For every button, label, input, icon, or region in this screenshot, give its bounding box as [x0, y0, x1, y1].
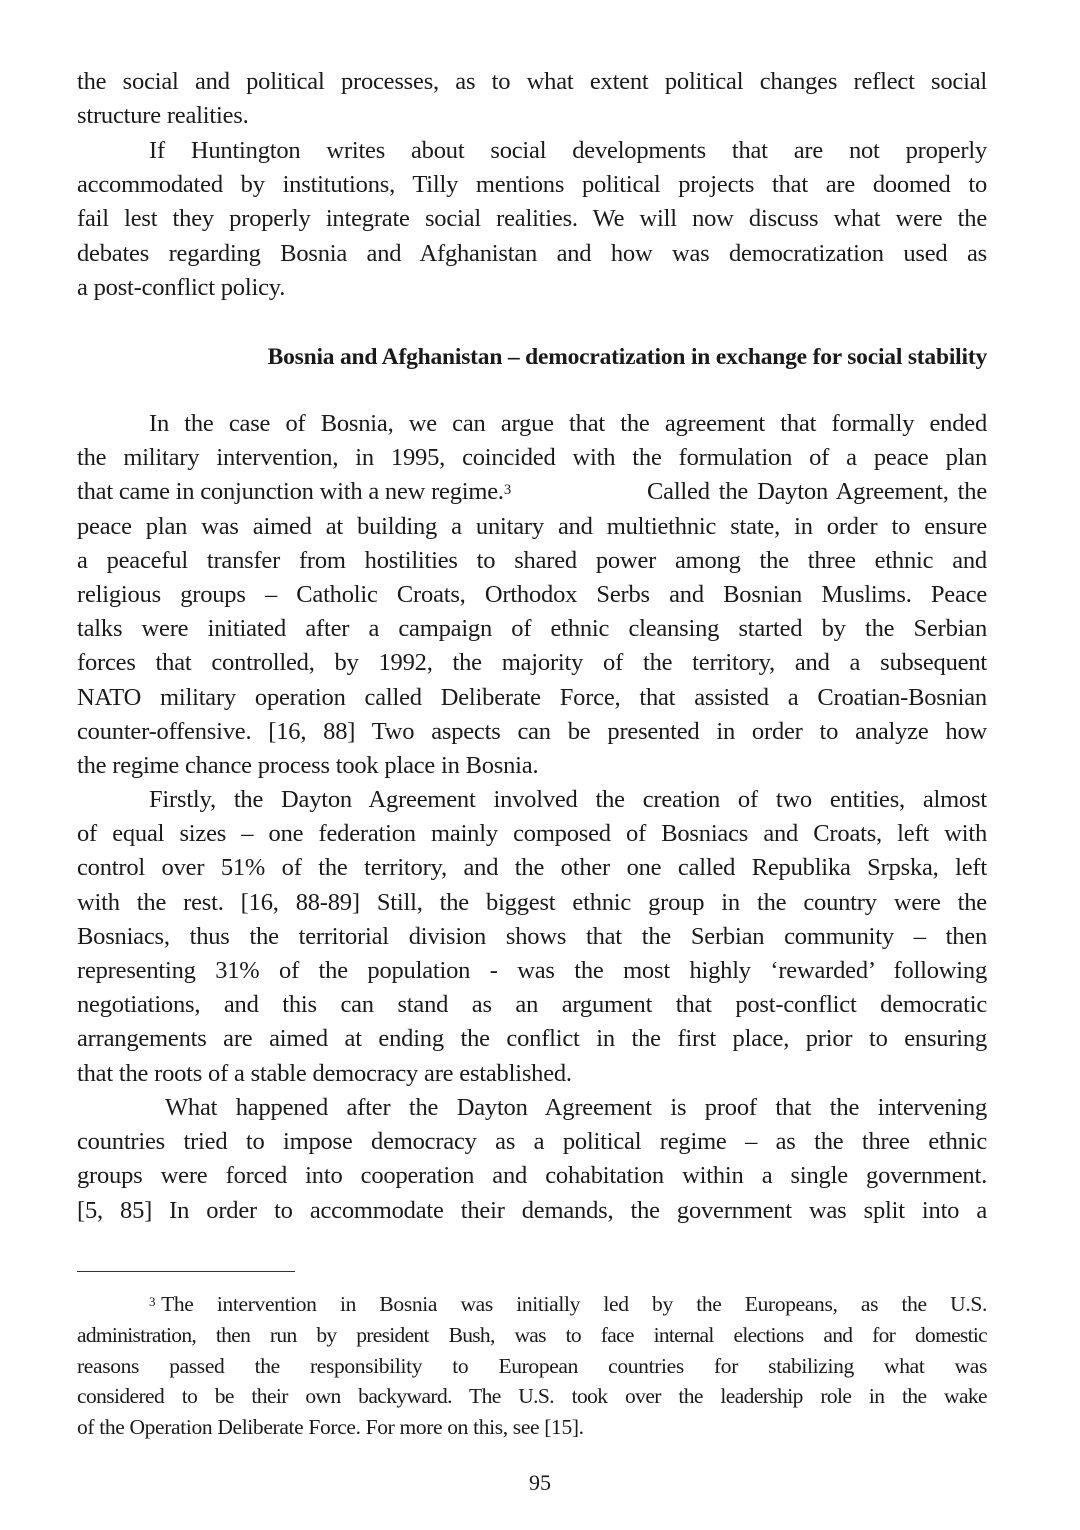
footnote-reference[interactable]: 3 [503, 482, 511, 499]
text-line: fail lest they properly integrate social realities. We will now discuss what were the [77, 205, 987, 233]
text-line: negotiations, and this can stand as an argument that post-conflict democratic [77, 991, 987, 1019]
text-line: a peaceful transfer from hostilities to shared power among the three ethnic and [77, 546, 987, 574]
text-line: countries tried to impose democracy as a political regime – as the three ethnic [77, 1128, 987, 1156]
text-line: religious groups – Catholic Croats, Orthodox Serbs and Bosnian Muslims. Peace [77, 580, 987, 608]
section-heading: Bosnia and Afghanistan – democratization in exchange for social stability [267, 344, 987, 370]
text-line [77, 475, 987, 509]
text-line: administration, then run by president Bush, was to face internal elections and for domestic [77, 1322, 987, 1347]
page-number: 95 [529, 1470, 551, 1495]
footnote [77, 1289, 987, 1443]
text-line: counter-offensive. [16, 88] Two aspects can be presented in order to analyze how [77, 717, 987, 745]
text-line: What happened after the Dayton Agreement is proof that the intervening [165, 1094, 987, 1121]
text-line: that the roots of a stable democracy are established. [77, 1059, 572, 1087]
text-segment [77, 475, 511, 509]
text-line: structure realities. [77, 102, 249, 130]
text-line: with the rest. [16, 88-89] Still, the biggest ethnic group in the country were the [77, 888, 987, 916]
text-line: considered to be their own backyward. The U.S. took over the leadership role in the wake [77, 1384, 987, 1409]
paragraph-2 [77, 134, 987, 305]
paragraph-5 [77, 1091, 987, 1228]
text-line: talks were initiated after a campaign of ethnic cleansing started by the Serbian [77, 615, 987, 643]
text-line: control over 51% of the territory, and the other one called Republika Srpska, left [77, 854, 987, 882]
text-line: Firstly, the Dayton Agreement involved the creation of two entities, almost [149, 786, 987, 813]
text-line: debates regarding Bosnia and Afghanistan and how was democratization used as [77, 239, 987, 267]
text-line: If Huntington writes about social developments that are not properly [149, 137, 987, 164]
paragraph-4 [77, 783, 987, 1091]
text-line: a post-conflict policy. [77, 273, 286, 301]
text-line: accommodated by institutions, Tilly mentions political projects that are doomed to [77, 171, 987, 199]
text-line: the social and political processes, as to what extent political changes reflect social [77, 68, 987, 95]
text-line: peace plan was aimed at building a unitary and multiethnic state, in order to ensure [77, 512, 987, 540]
footnote-marker: 3 [149, 1295, 156, 1309]
text-line: NATO military operation called Deliberate Force, that assisted a Croatian-Bosnian [77, 683, 987, 711]
text-line: groups were forced into cooperation and cohabitation within a single government. [77, 1162, 987, 1190]
text-line: reasons passed the responsibility to European countries for stabilizing what was [77, 1353, 987, 1378]
text-line [77, 1289, 987, 1320]
text-segment: Called the Dayton Agreement, the [647, 478, 987, 506]
text-line: forces that controlled, by 1992, the majority of the territory, and a subsequent [77, 649, 987, 677]
footnote-separator [77, 1271, 295, 1272]
text-segment: that came in conjunction with a new regime. [77, 478, 504, 506]
text-line: of the Operation Deliberate Force. For more on this, see [15]. [77, 1415, 584, 1440]
text-line: arrangements are aimed at ending the conflict in the first place, prior to ensuring [77, 1025, 987, 1053]
text-line: In the case of Bosnia, we can argue that the agreement that formally ended [149, 410, 987, 437]
paragraph-3 [77, 407, 987, 783]
text-line: [5, 85] In order to accommodate their demands, the government was split into a [77, 1196, 987, 1224]
paragraph-1 [77, 65, 987, 133]
text-line: the military intervention, in 1995, coincided with the formulation of a peace plan [77, 444, 987, 472]
text-line: representing 31% of the population - was the most highly ‘rewarded’ following [77, 956, 987, 984]
text-segment: The intervention in Bosnia was initially led by the Europeans, as the U.S. [161, 1292, 987, 1316]
text-line: Bosniacs, thus the territorial division shows that the Serbian community – then [77, 922, 987, 950]
text-line: of equal sizes – one federation mainly composed of Bosniacs and Croats, left with [77, 820, 987, 848]
text-line: the regime chance process took place in Bosnia. [77, 751, 539, 779]
